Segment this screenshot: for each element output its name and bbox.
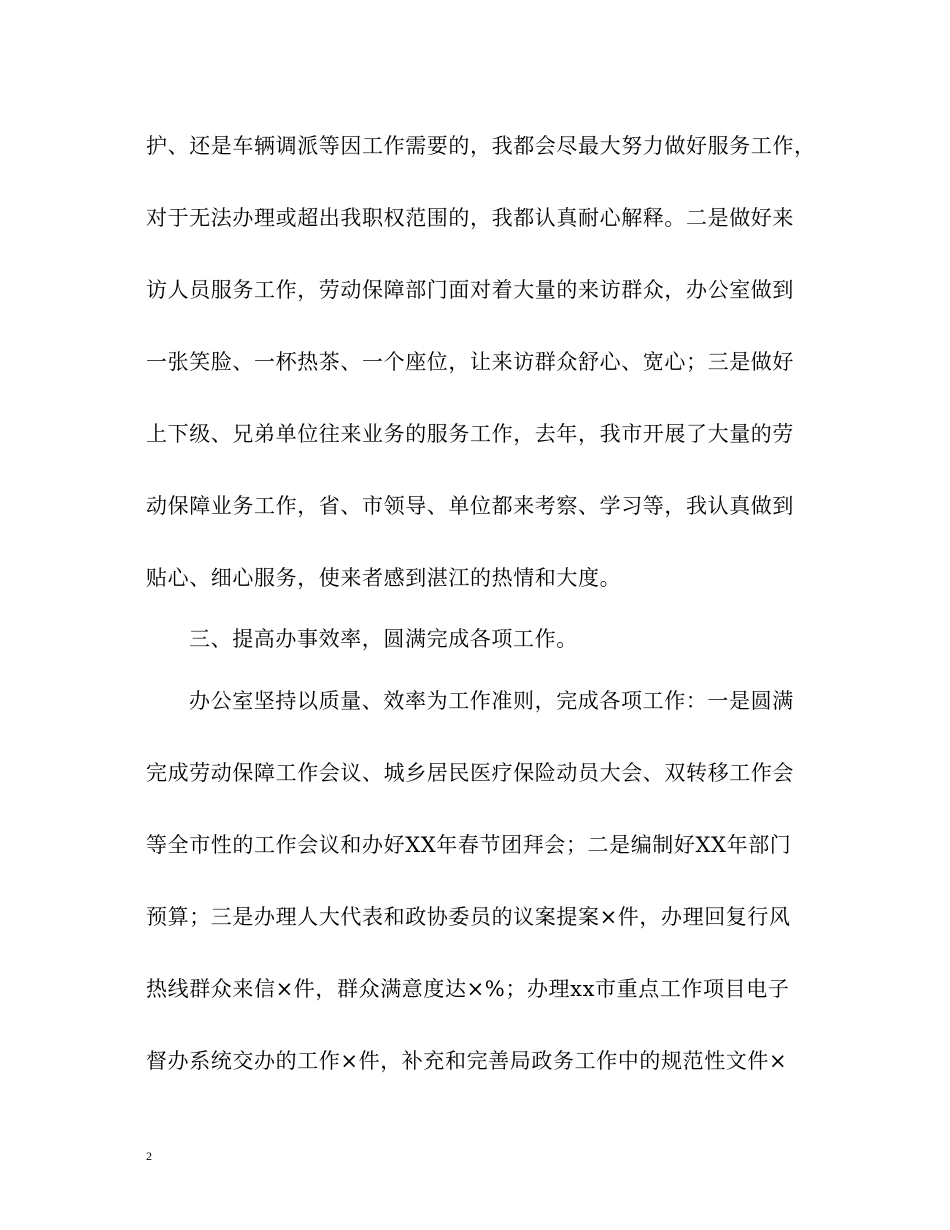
text-line: 预算；三是办理人大代表和政协委员的议案提案×件，办理回复行风 [146, 905, 791, 929]
page-number: 2 [146, 1149, 152, 1163]
text-line: 一张笑脸、一杯热茶、一个座位，让来访群众舒心、宽心；三是做好 [146, 350, 794, 374]
paragraph-start-line: 办公室坚持以质量、效率为工作准则，完成各项工作：一是圆满 [189, 689, 794, 713]
text-line: 完成劳动保障工作会议、城乡居民医疗保险动员大会、双转移工作会 [146, 761, 794, 785]
text-line: 动保障业务工作，省、市领导、单位都来考察、学习等，我认真做到 [146, 494, 794, 518]
text-line: 贴心、细心服务，使来者感到湛江的热情和大度。 [146, 566, 622, 590]
section-heading: 三、提高办事效率，圆满完成各项工作。 [189, 627, 578, 651]
text-line: 护、还是车辆调派等因工作需要的，我都会尽最大努力做好服务工作， [146, 134, 816, 158]
text-line: 督办系统交办的工作×件，补充和完善局政务工作中的规范性文件× [146, 1049, 788, 1073]
text-line: 上下级、兄弟单位往来业务的服务工作，去年，我市开展了大量的劳 [146, 422, 794, 446]
text-line: 热线群众来信×件，群众满意度达×%；办理xx市重点工作项目电子 [146, 977, 790, 1001]
text-line: 对于无法办理或超出我职权范围的，我都认真耐心解释。二是做好来 [146, 206, 794, 230]
text-line: 等全市性的工作会议和办好XX年春节团拜会；二是编制好XX年部门 [146, 833, 792, 857]
text-line: 访人员服务工作，劳动保障部门面对着大量的来访群众，办公室做到 [146, 278, 794, 302]
